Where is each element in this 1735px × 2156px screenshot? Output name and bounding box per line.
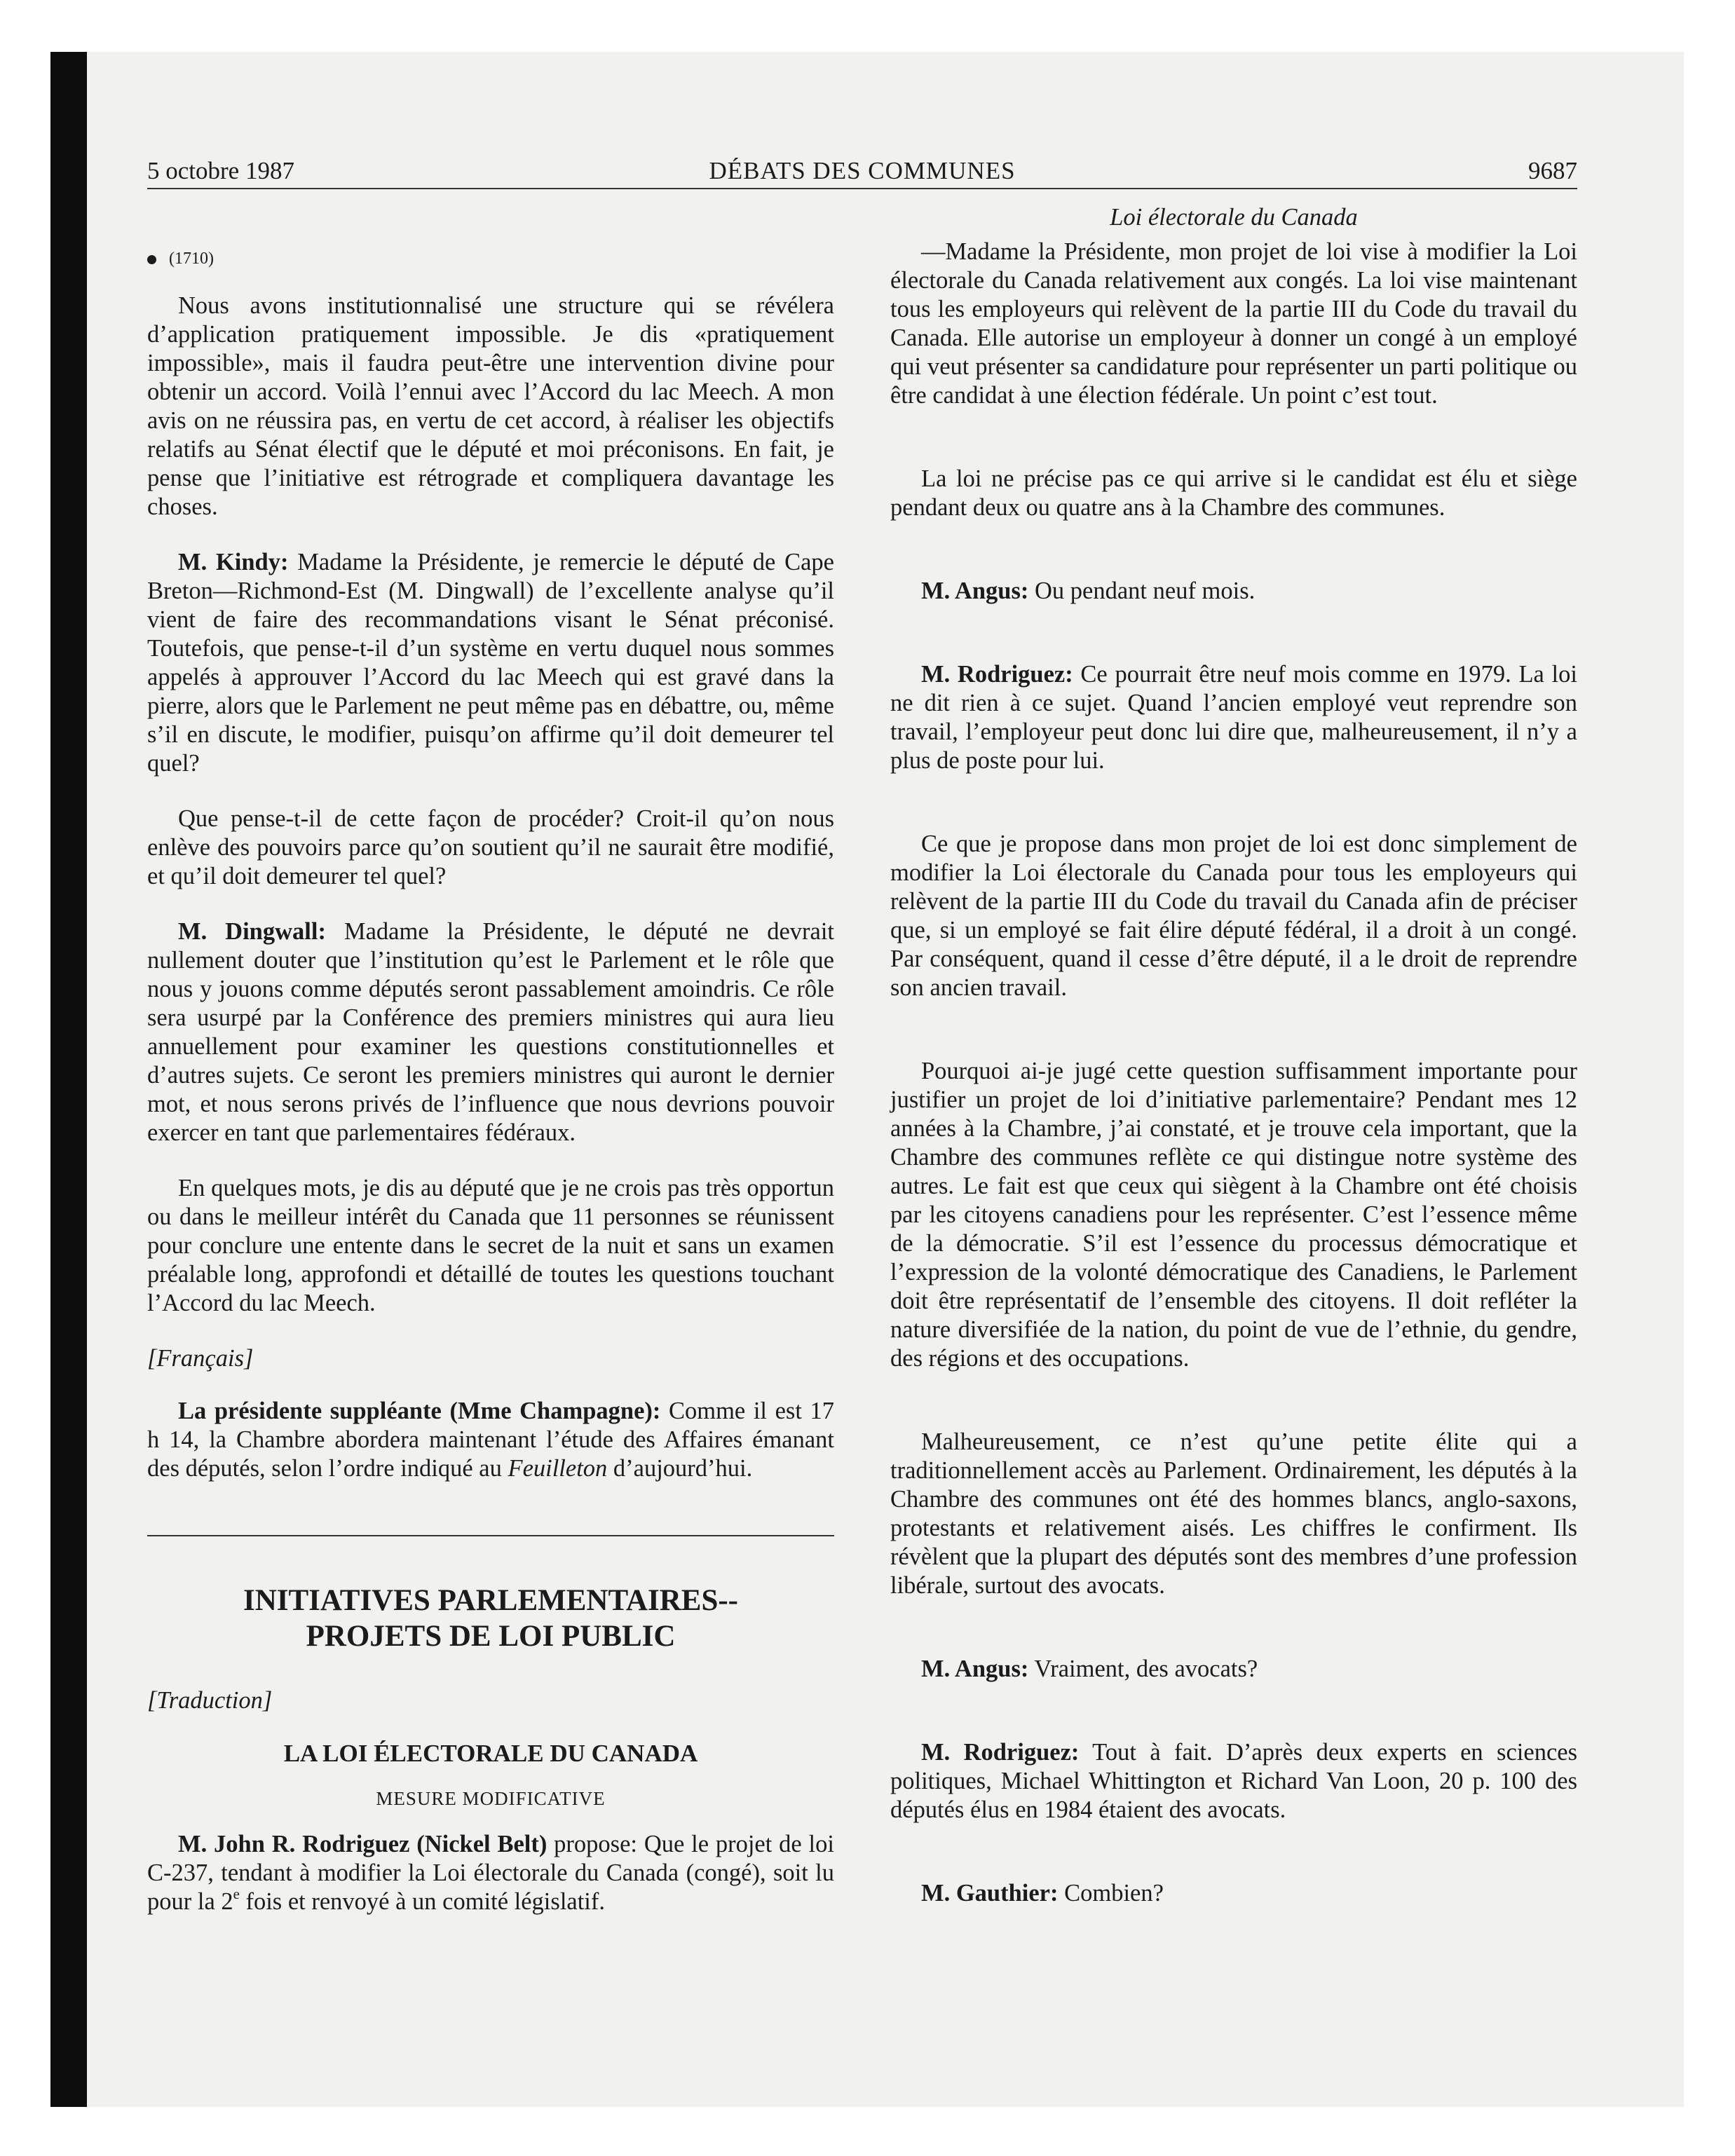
speaker-name: M. John R. Rodriguez (Nickel Belt) [178,1831,547,1857]
intervention-presidente: La présidente suppléante (Mme Champagne): Comme il est 17 h 14, la Chambre abordera maintenant l’étude des Affaires émanant des députés, selon l’ordre indiqué au Feuilleton d’aujourd’hui. [147,1398,834,1482]
bill-title: LA LOI ÉLECTORALE DU CANADA [283,1740,698,1767]
intervention-rodriguez: M. Rodriguez: Tout à fait. D’après deux experts en sciences politiques, Michael Whittington et Richard Van Loon, 20 p. 100 des députés élus en 1984 étaient des avocats. [890,1739,1577,1823]
paragraph: —Madame la Présidente, mon projet de loi vise à modifier la Loi électorale du Canada relativement aux congés. La loi vise maintenant tous les employeurs qui relèvent de la partie III du Code du travail du Canada. Elle autorise un employeur à donner un congé à un employé qui veut présenter sa candidature pour représenter un parti politique ou être candidat à une élection fédérale. Un point c’est tout. [890,238,1577,409]
bullet-icon [147,255,156,264]
bill-subtitle: MESURE MODIFICATIVE [376,1788,606,1809]
language-marker: [Traduction] [147,1687,273,1714]
intervention-dingwall: M. Dingwall: Madame la Présidente, le député ne devrait nullement douter que l’institution qu’est le Parlement et le rôle que nous y jouons comme députés seront passablement amoindris. Ce rôle sera usurpé par la Conférence des premiers ministres qui aura lieu annuellement pour examiner les questions constitutionnelles et d’autres sujets. Ce seront les premiers ministres qui auront le dernier mot, et nous serons privés de l’influence que nous devrions pouvoir exercer en tant que parlementaires fédéraux. [147,918,834,1146]
header-title: DÉBATS DES COMMUNES [709,157,1016,184]
intervention-rodriguez-motion: M. John R. Rodriguez (Nickel Belt) propose: Que le projet de loi C-237, tendant à modifier la Loi électorale du Canada (congé), soit lu pour la 2e fois et renvoyé à un comité législatif. [147,1831,834,1915]
speaker-name: La présidente suppléante (Mme Champagne): [178,1398,661,1424]
time-marker: (1710) [147,248,834,269]
intervention-gauthier: M. Gauthier: Combien? [921,1880,1164,1906]
speaker-name: M. Angus: [921,578,1029,604]
intervention-kindy: M. Kindy: Madame la Présidente, je remercie le député de Cape Breton—Richmond-Est (M. Dingwall) de l’excellente analyse qu’il vient de faire des recommandations visant le Sénat préconisé. Toutefois, que pense-t-il d’un système en vertu duquel nous sommes appelés à approuver l’Accord du lac Meech qui est gravé dans la pierre, alors que le Parlement ne peut même pas en débattre, ou, même s’il en discute, le modifier, puisqu’on affirme qu’il doit demeurer tel quel? [147,549,834,777]
speaker-name: M. Kindy: [178,549,289,575]
paragraph: Pourquoi ai-je jugé cette question suffisamment importante pour justifier un projet de loi d’initiative parlementaire? Pendant mes 12 années à la Chambre, j’ai constaté, et je trouve cela important, que la Chambre des communes reflète ce qui distingue notre système des autres. Le fait est que ceux qui siègent à la Chambre ont été choisis par les citoyens canadiens pour les représenter. C’est l’essence même de la démocratie. S’il est l’essence du processus démocratique et l’expression de la volonté démocratique des Canadiens, le Parlement doit être représentatif de l’ensemble des citoyens. Il doit refléter la nature diversifiée de la nation, du point de vue de l’ethnie, du gendre, des régions et des occupations. [890,1058,1577,1372]
section-title: INITIATIVES PARLEMENTAIRES-- PROJETS DE LOI PUBLIC [243,1584,739,1653]
speaker-name: M. Dingwall: [178,918,326,945]
paragraph: En quelques mots, je dis au député que je ne crois pas très opportun ou dans le meilleur intérêt du Canada que 11 personnes se réunissent pour conclure une entente dans le secret de la nuit et sans un examen préalable long, approfondi et détaillé de toutes les questions touchant l’Accord du lac Meech. [147,1175,834,1316]
paragraph: Ce que je propose dans mon projet de loi est donc simplement de modifier la Loi électorale du Canada pour tous les employeurs qui relèvent de la partie III du Code du travail du Canada afin de préciser que, si un employé se fait élire député fédéral, il a droit à un congé. Par conséquent, quand il cesse d’être député, il a le droit de reprendre son ancien travail. [890,831,1577,1001]
left-column [147,203,834,1943]
intervention-rodriguez: M. Rodriguez: Ce pourrait être neuf mois comme en 1979. La loi ne dit rien à ce sujet. Quand l’ancien employé veut reprendre son travail, l’employeur peut donc lui dire que, malheureusement, il n’y a plus de poste pour lui. [890,661,1577,774]
speaker-name: M. Angus: [921,1656,1029,1682]
language-marker: [Français] [147,1345,254,1372]
binding-edge [50,52,87,2107]
paragraph: Malheureusement, ce n’est qu’une petite élite qui a traditionnellement accès au Parlement. Ordinairement, les députés à la Chambre des communes ont été des hommes blancs, anglo-saxons, protestants et relativement aisés. Les chiffres le confirment. Ils révèlent que la plupart des députés sont des membres d’une profession libérale, surtout des avocats. [890,1428,1577,1599]
speaker-name: M. Rodriguez: [921,661,1073,688]
speaker-name: M. Rodriguez: [921,1739,1080,1766]
page-number: 9687 [1528,157,1577,184]
intervention-angus: M. Angus: Ou pendant neuf mois. [921,578,1256,604]
intervention-angus: M. Angus: Vraiment, des avocats? [921,1656,1258,1682]
paragraph: La loi ne précise pas ce qui arrive si le candidat est élu et siège pendant deux ou quatre ans à la Chambre des communes. [890,465,1577,521]
header-rule [147,188,1577,189]
running-title: Loi électorale du Canada [1110,204,1358,231]
header-date: 5 octobre 1987 [147,157,294,184]
speaker-name: M. Gauthier: [921,1880,1059,1906]
paragraph: Que pense-t-il de cette façon de procéder? Croit-il qu’on nous enlève des pouvoirs parce qu’on soutient qu’il ne saurait être modifié, et qu’il doit demeurer tel quel? [147,805,834,889]
right-column [890,203,1577,1935]
paragraph: Nous avons institutionnalisé une structure qui se révélera d’application pratiquement impossible. Je dis «pratiquement impossible», mais il faudra peut-être une intervention divine pour obtenir un accord. Voilà l’ennui avec l’Accord du lac Meech. A mon avis on ne réussira pas, en vertu de cet accord, à réaliser les objectifs relatifs au Sénat électif que le député et moi préconisons. En fait, je pense que l’initiative est rétrograde et compliquera davantage les choses. [147,292,834,520]
section-rule [147,1535,834,1536]
page-header [147,156,1577,186]
